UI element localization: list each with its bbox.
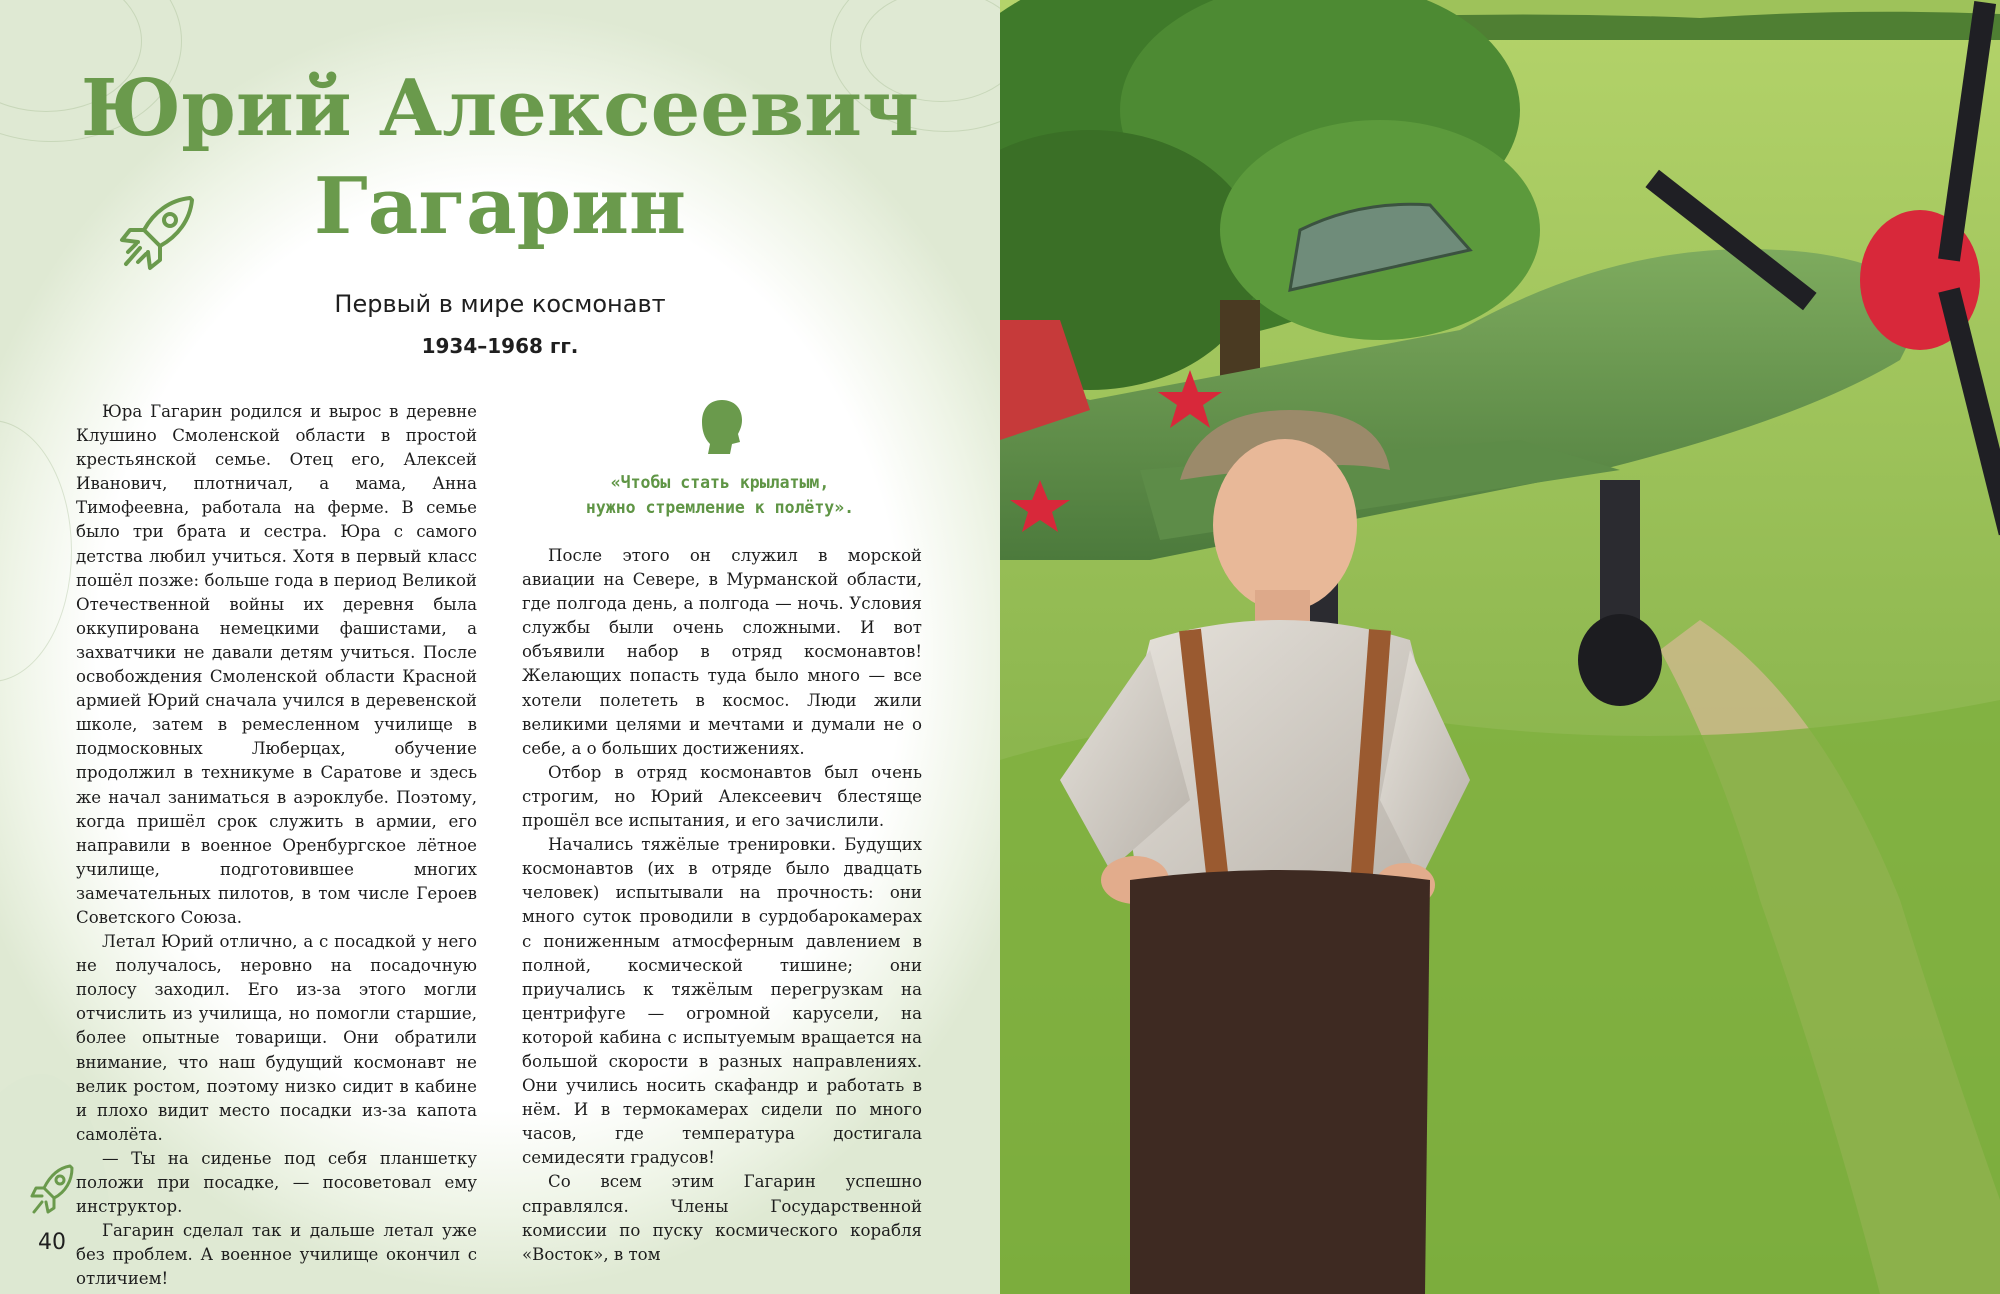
quote: [560, 470, 880, 520]
face: [1213, 439, 1357, 611]
rocket-icon: [28, 1162, 78, 1222]
page-subtitle: Первый в мире космонавт: [334, 290, 666, 318]
illustration: [1000, 0, 2000, 1294]
quote-line-1: «Чтобы стать крылатым,: [610, 473, 830, 492]
text-column-1: [76, 400, 477, 1291]
paragraph: — Ты на сиденье под себя планшетку положи при посадке, — посоветовал ему инструктор.: [76, 1148, 477, 1217]
map-contour: [0, 420, 72, 682]
text-column-2: [522, 544, 922, 1267]
paragraph: После этого он служил в морской авиации на Севере, в Мурманской области, где полгода день, а полгода — ночь. Условия службы были очень сложными. И вот объявили набор в отряд космонавтов! Желающих попасть туда было много — все хотели полететь в космос. Люди жили великими целями и мечтами и думали не о себе, а о больших достижениях.: [522, 546, 922, 758]
paragraph: Юра Гагарин родился и вырос в деревне Клушино Смоленской области в простой крестьянской семье. Отец его, Алексей Иванович, плотничал, а мама, Анна Тимофеевна, работала на ферме. В семье было три брата и сестра. Юра с самого детства любил учиться. Хотя в первый класс пошёл позже: больше года в период Великой Отечественной войны их деревня была оккупирована немецкими фашистами, а захватчики не давали детям учиться. После освобождения Смоленской области Красной армией Юрий сначала учился в деревенской школе, затем в ремесленном училище в подмосковных Люберцах, обучение продолжил в техникуме в Саратове и здесь же начал заниматься в аэроклубе. Поэтому, когда пришёл срок служить в армии, его направили в военное Оренбургское лётное училище, подготовившее многих замечательных пилотов, в том числе Героев Советского Союза.: [76, 402, 477, 927]
title-line-2: Гагарин: [313, 161, 687, 252]
page-number: 40: [38, 1230, 66, 1255]
head-silhouette-icon: [700, 398, 746, 456]
paragraph: Летал Юрий отлично, а с посадкой у него не получалось, неровно на посадочную полосу заходил. Его из-за этого могли отчислить из училища, но помогли старшие, более опытные товарищи. Они обратили внимание, что наш будущий космонавт не велик ростом, поэтому низко сидит в кабине и плохо видит место посадки из-за капота самолёта.: [76, 932, 477, 1144]
paragraph: Отбор в отряд космонавтов был очень строгим, но Юрий Алексеевич блестяще прошёл все испытания, и его зачислили.: [522, 762, 922, 831]
trousers: [1130, 870, 1430, 1294]
quote-line-2: нужно стремление к полёту».: [585, 498, 855, 517]
title-line-1: Юрий Алексеевич: [80, 63, 920, 154]
paragraph: Со всем этим Гагарин успешно справлялся. Члены Государственной комиссии по пуску космического корабля «Восток», в том: [522, 1172, 922, 1264]
boy-and-plane-illustration: [1000, 0, 2000, 1294]
paragraph: Начались тяжёлые тренировки. Будущих космонавтов (их в отряде было двадцать человек) испытывали на прочность: они много суток проводили в сурдобарокамерах с пониженным атмосферным давлением в полной, космической тишине; они приучались к тяжёлым перегрузкам на центрифуге — огромной карусели, на которой кабина с испытуемым вращается на большой скорости в разных направлениях. Они учились носить скафандр и работать в нём. И в термокамерах сидели по много часов, где температура достигала семидесяти градусов!: [522, 835, 922, 1168]
paragraph: Гагарин сделал так и дальше летал уже без проблем. А военное училище окончил с отличием!: [76, 1221, 477, 1289]
life-years: 1934–1968 гг.: [421, 334, 579, 358]
rocket-icon: [110, 190, 200, 280]
